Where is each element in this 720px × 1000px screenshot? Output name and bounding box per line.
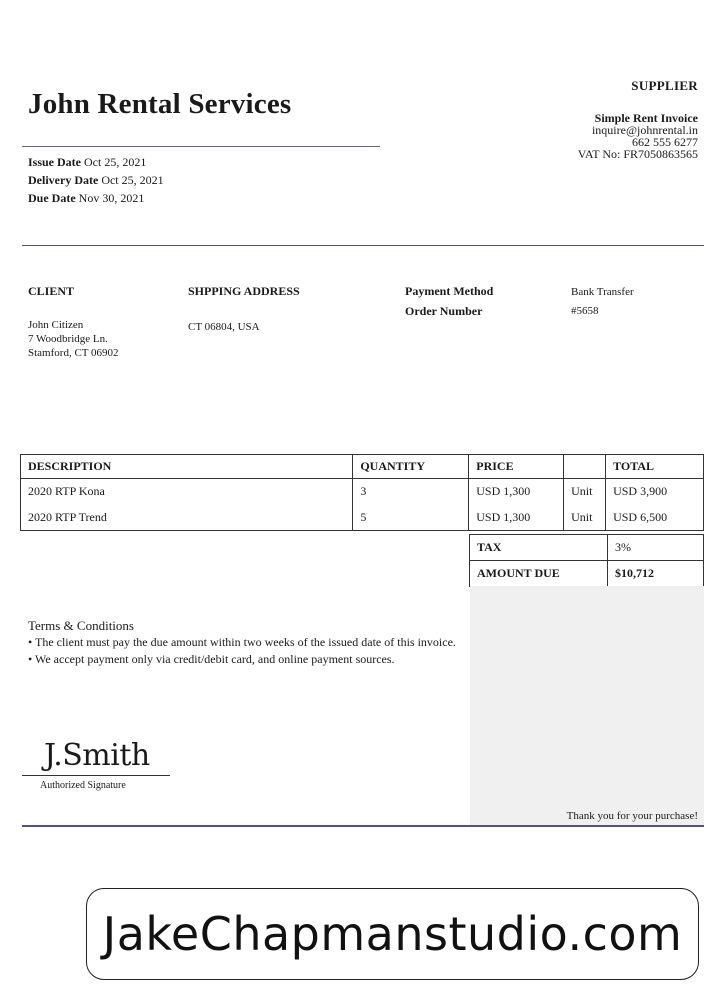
terms-title: Terms & Conditions: [28, 618, 134, 633]
terms-item: • The client must pay the due amount within two weeks of the issued date of this invoice.: [28, 635, 456, 649]
supplier-phone: 662 555 6277: [632, 135, 698, 149]
delivery-date-row: [28, 171, 164, 189]
issue-date-row: [28, 153, 164, 171]
client-heading: CLIENT: [28, 284, 75, 298]
footer-divider: [22, 825, 704, 827]
amount-due-value: $10,712: [608, 561, 704, 587]
tax-label: TAX: [470, 535, 608, 561]
amount-due-label: AMOUNT DUE: [470, 561, 608, 587]
header-quantity: QUANTITY: [353, 455, 469, 479]
delivery-date-label: Delivery Date: [28, 173, 99, 187]
terms-item: • We accept payment only via credit/debit card, and online payment sources.: [28, 652, 395, 666]
row-price: USD 1,300: [469, 479, 564, 505]
table-row: [21, 505, 704, 531]
shipping-address: CT 06804, USA: [188, 321, 260, 333]
supplier-vat: VAT No: FR7050863565: [577, 147, 698, 161]
client-street: 7 Woodbridge Ln.: [28, 333, 108, 345]
delivery-date-value: Oct 25, 2021: [101, 173, 164, 187]
items-table: [20, 454, 704, 531]
terms-block: [28, 617, 468, 668]
supplier-email: inquire@johnrental.in: [591, 123, 698, 137]
payment-method-value: Bank Transfer: [571, 286, 634, 298]
issue-date-label: Issue Date: [28, 155, 81, 169]
row-description: 2020 RTP Trend: [21, 505, 353, 531]
client-address: [28, 318, 119, 360]
shipping-heading: SHPPING ADDRESS: [188, 284, 300, 298]
row-quantity: 3: [353, 479, 469, 505]
signature: J.Smith: [44, 738, 150, 773]
company-underline: [22, 146, 380, 147]
tax-value: 3%: [608, 535, 704, 561]
header-price: PRICE: [469, 455, 564, 479]
due-date-label: Due Date: [28, 191, 76, 205]
due-date-row: [28, 189, 164, 207]
row-total: USD 6,500: [606, 505, 704, 531]
tax-row: [470, 535, 704, 561]
order-number-value: #5658: [571, 305, 599, 317]
header-total: TOTAL: [606, 455, 704, 479]
amount-due-row: [470, 561, 704, 587]
row-unit: Unit: [564, 479, 606, 505]
signature-line: [22, 775, 170, 776]
header-divider: [22, 245, 704, 246]
client-city: Stamford, CT 06902: [28, 347, 119, 359]
client-name: John Citizen: [28, 319, 84, 331]
payment-method-label: Payment Method: [405, 284, 494, 298]
row-quantity: 5: [353, 505, 469, 531]
summary-table: [469, 534, 704, 587]
row-price: USD 1,300: [469, 505, 564, 531]
row-unit: Unit: [564, 505, 606, 531]
order-number-label: Order Number: [405, 304, 483, 318]
due-date-value: Nov 30, 2021: [78, 191, 145, 205]
supplier-block: [578, 80, 698, 160]
watermark-banner: JakeChapmanstudio.com: [86, 888, 699, 980]
row-total: USD 3,900: [606, 479, 704, 505]
header-unit: [564, 455, 606, 479]
row-description: 2020 RTP Kona: [21, 479, 353, 505]
thank-you-note: Thank you for your purchase!: [566, 810, 698, 822]
supplier-name: Simple Rent Invoice: [594, 111, 698, 125]
issue-date-value: Oct 25, 2021: [84, 155, 147, 169]
header-description: DESCRIPTION: [21, 455, 353, 479]
summary-panel: [470, 586, 704, 826]
supplier-heading: SUPPLIER: [631, 78, 698, 93]
table-header-row: [21, 455, 704, 479]
company-name: John Rental Services: [28, 88, 292, 120]
signature-label: Authorized Signature: [40, 780, 126, 791]
table-row: [21, 479, 704, 505]
invoice-dates: [28, 153, 164, 207]
